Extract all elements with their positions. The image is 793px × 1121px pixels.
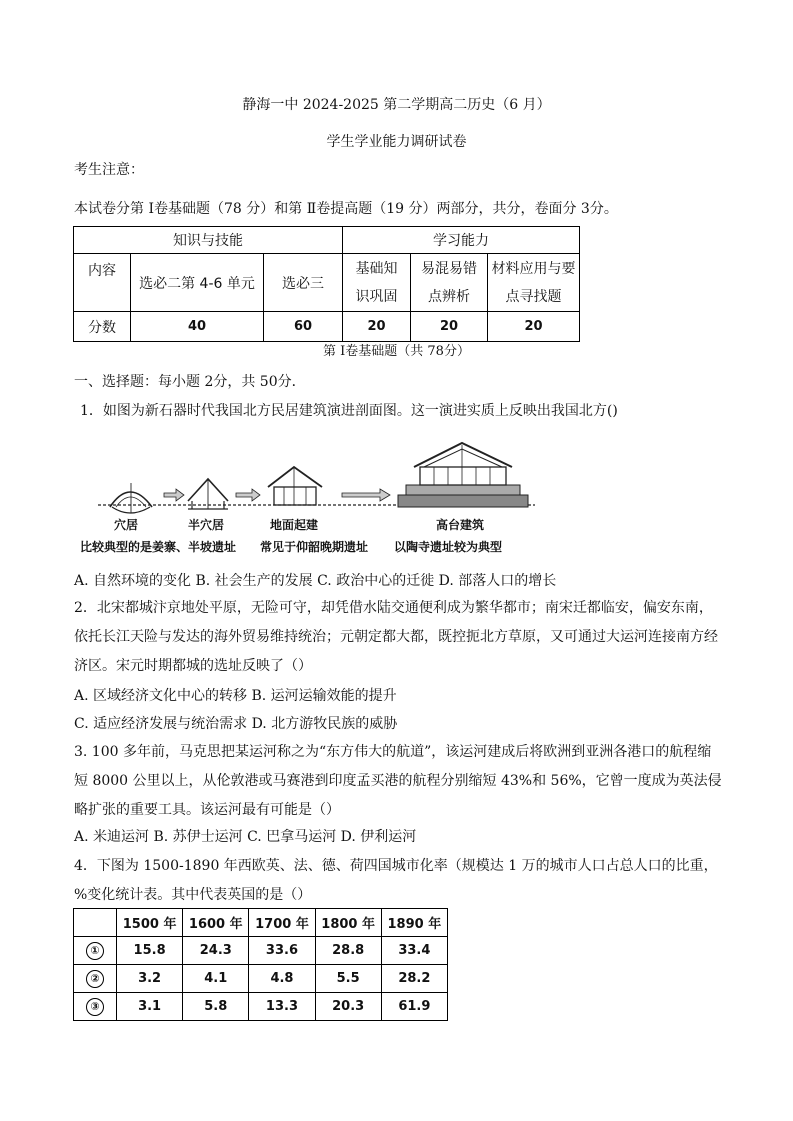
table-cell: 28.2 <box>381 965 447 993</box>
table-cell: 3.2 <box>117 965 183 993</box>
score-table-col-5 <box>488 254 580 312</box>
q2-options-line1: A. 区域经济文化中心的转移 B. 运河运输效能的提升 <box>74 688 397 704</box>
table-cell: 13.3 <box>249 993 315 1021</box>
table-row <box>74 993 448 1021</box>
score-table-col-5-line1: 材料应用与要 <box>491 260 576 277</box>
section1-part: 一、选择题：每小题 2分，共 50分． <box>74 374 306 390</box>
score-table-col-2 <box>264 254 343 312</box>
score-table-group-ability: 学习能力 <box>343 227 580 254</box>
q1-label-platform: 高台建筑 <box>436 518 485 532</box>
q1-caption-1: 比较典型的是姜寨、半坡遗址 <box>80 540 237 554</box>
section1-heading: 第 Ⅰ卷基础题（共 78分） <box>323 344 470 359</box>
notice-label: 考生注意： <box>74 162 144 178</box>
score-table-col-4-line2: 点辨析 <box>428 288 470 305</box>
score-table-col-3-line2: 识巩固 <box>355 288 398 305</box>
q1-label-pit: 穴居 <box>114 518 139 532</box>
urbanization-year-1600: 1600 年 <box>183 909 249 937</box>
q2-stem: 2．北宋都城汴京地处平原，无险可守，却凭借水陆交通便利成为繁华都市；南宋迁都临安，偏安东南，依托长江天险与发达的海外贸易维持统治；元朝定都大都，既控扼北方草原，又可通过大运河连接南方经济区。宋元时期都城的选址反映了（） <box>74 600 718 674</box>
row-mark-cell <box>74 965 117 993</box>
q4-stem: 4．下图为 1500-1890 年西欧英、法、德、荷四国城市化率（规模达 1 万的城市人口占总人口的比重，%变化统计表。其中代表英国的是（） <box>74 858 718 903</box>
score-table-col-1-text: 选必二第 4-6 单元 <box>139 275 255 292</box>
score-table-col-1 <box>131 254 264 312</box>
score-table-score-3: 20 <box>343 312 411 342</box>
row-mark: ① <box>86 942 104 960</box>
score-table-col-4-line1: 易混易错 <box>421 260 477 277</box>
table-cell: 28.8 <box>315 937 381 965</box>
table-cell: 33.4 <box>381 937 447 965</box>
score-table-score-5: 20 <box>488 312 580 342</box>
row-mark-cell <box>74 937 117 965</box>
q1-label-semipit: 半穴居 <box>188 518 225 532</box>
score-table-group-knowledge: 知识与技能 <box>74 227 343 254</box>
urbanization-year-1500: 1500 年 <box>117 909 183 937</box>
q1-caption-3: 以陶寺遗址较为典型 <box>394 540 503 554</box>
table-cell: 4.8 <box>249 965 315 993</box>
score-table <box>73 226 580 342</box>
q1-stem: 1．如图为新石器时代我国北方民居建筑演进剖面图。这一演进实质上反映出我国北方() <box>80 403 618 419</box>
exam-title: 静海一中 2024-2025 第二学期高二历史（6 月） <box>242 97 551 113</box>
q1-label-ground: 地面起建 <box>270 518 319 532</box>
ground-house-drawing <box>268 467 322 505</box>
score-table-score-label: 分数 <box>74 312 131 342</box>
table-cell: 3.1 <box>117 993 183 1021</box>
table-cell: 5.5 <box>315 965 381 993</box>
row-mark: ② <box>86 970 104 988</box>
score-table-content-label: 内容 <box>74 254 131 312</box>
pit-dwelling-drawing <box>110 483 152 513</box>
urbanization-year-1700: 1700 年 <box>249 909 315 937</box>
q1-options: A. 自然环境的变化 B. 社会生产的发展 C. 政治中心的迁徙 D. 部落人口的增长 <box>74 573 557 589</box>
table-cell: 15.8 <box>117 937 183 965</box>
urbanization-corner-cell <box>74 909 117 937</box>
q3-stem: 3. 100 多年前，马克思把某运河称之为“东方伟大的航道”，该运河建成后将欧洲到亚洲各港口的航程缩短 8000 公里以上，从伦敦港或马赛港到印度孟买港的航程分别缩短 43%和 56%，它曾一度成为英法侵略扩张的重要工具。该运河最有可能是（） <box>74 744 722 818</box>
score-table-col-5-line2: 点寻找题 <box>505 288 562 305</box>
score-table-col-2-text: 选必三 <box>282 275 324 292</box>
score-table-col-4 <box>411 254 488 312</box>
row-mark-cell <box>74 993 117 1021</box>
row-mark: ③ <box>86 998 104 1016</box>
table-cell: 20.3 <box>315 993 381 1021</box>
table-cell: 24.3 <box>183 937 249 965</box>
q2-options-line2: C. 适应经济发展与统治需求 D. 北方游牧民族的威胁 <box>74 716 398 732</box>
score-table-col-3 <box>343 254 411 312</box>
table-cell: 33.6 <box>249 937 315 965</box>
table-row <box>74 965 448 993</box>
table-cell: 61.9 <box>381 993 447 1021</box>
score-table-score-4: 20 <box>411 312 488 342</box>
notice-text: 本试卷分第 Ⅰ卷基础题（78 分）和第 Ⅱ卷提高题（19 分）两部分，共分，卷面分 3分。 <box>74 201 618 217</box>
table-row <box>74 937 448 965</box>
table-cell: 4.1 <box>183 965 249 993</box>
urbanization-year-1890: 1890 年 <box>381 909 447 937</box>
platform-building-drawing <box>398 443 528 507</box>
urbanization-year-1800: 1800 年 <box>315 909 381 937</box>
score-table-col-3-line1: 基础知 <box>355 260 398 277</box>
score-table-score-2: 60 <box>264 312 343 342</box>
q1-figure <box>80 437 546 559</box>
urbanization-table <box>73 908 448 1021</box>
table-cell: 5.8 <box>183 993 249 1021</box>
score-table-score-1: 40 <box>131 312 264 342</box>
exam-subtitle: 学生学业能力调研试卷 <box>326 134 467 150</box>
q3-options: A. 米迪运河 B. 苏伊士运河 C. 巴拿马运河 D. 伊利运河 <box>74 829 417 845</box>
q1-caption-2: 常见于仰韶晚期遗址 <box>260 540 369 554</box>
